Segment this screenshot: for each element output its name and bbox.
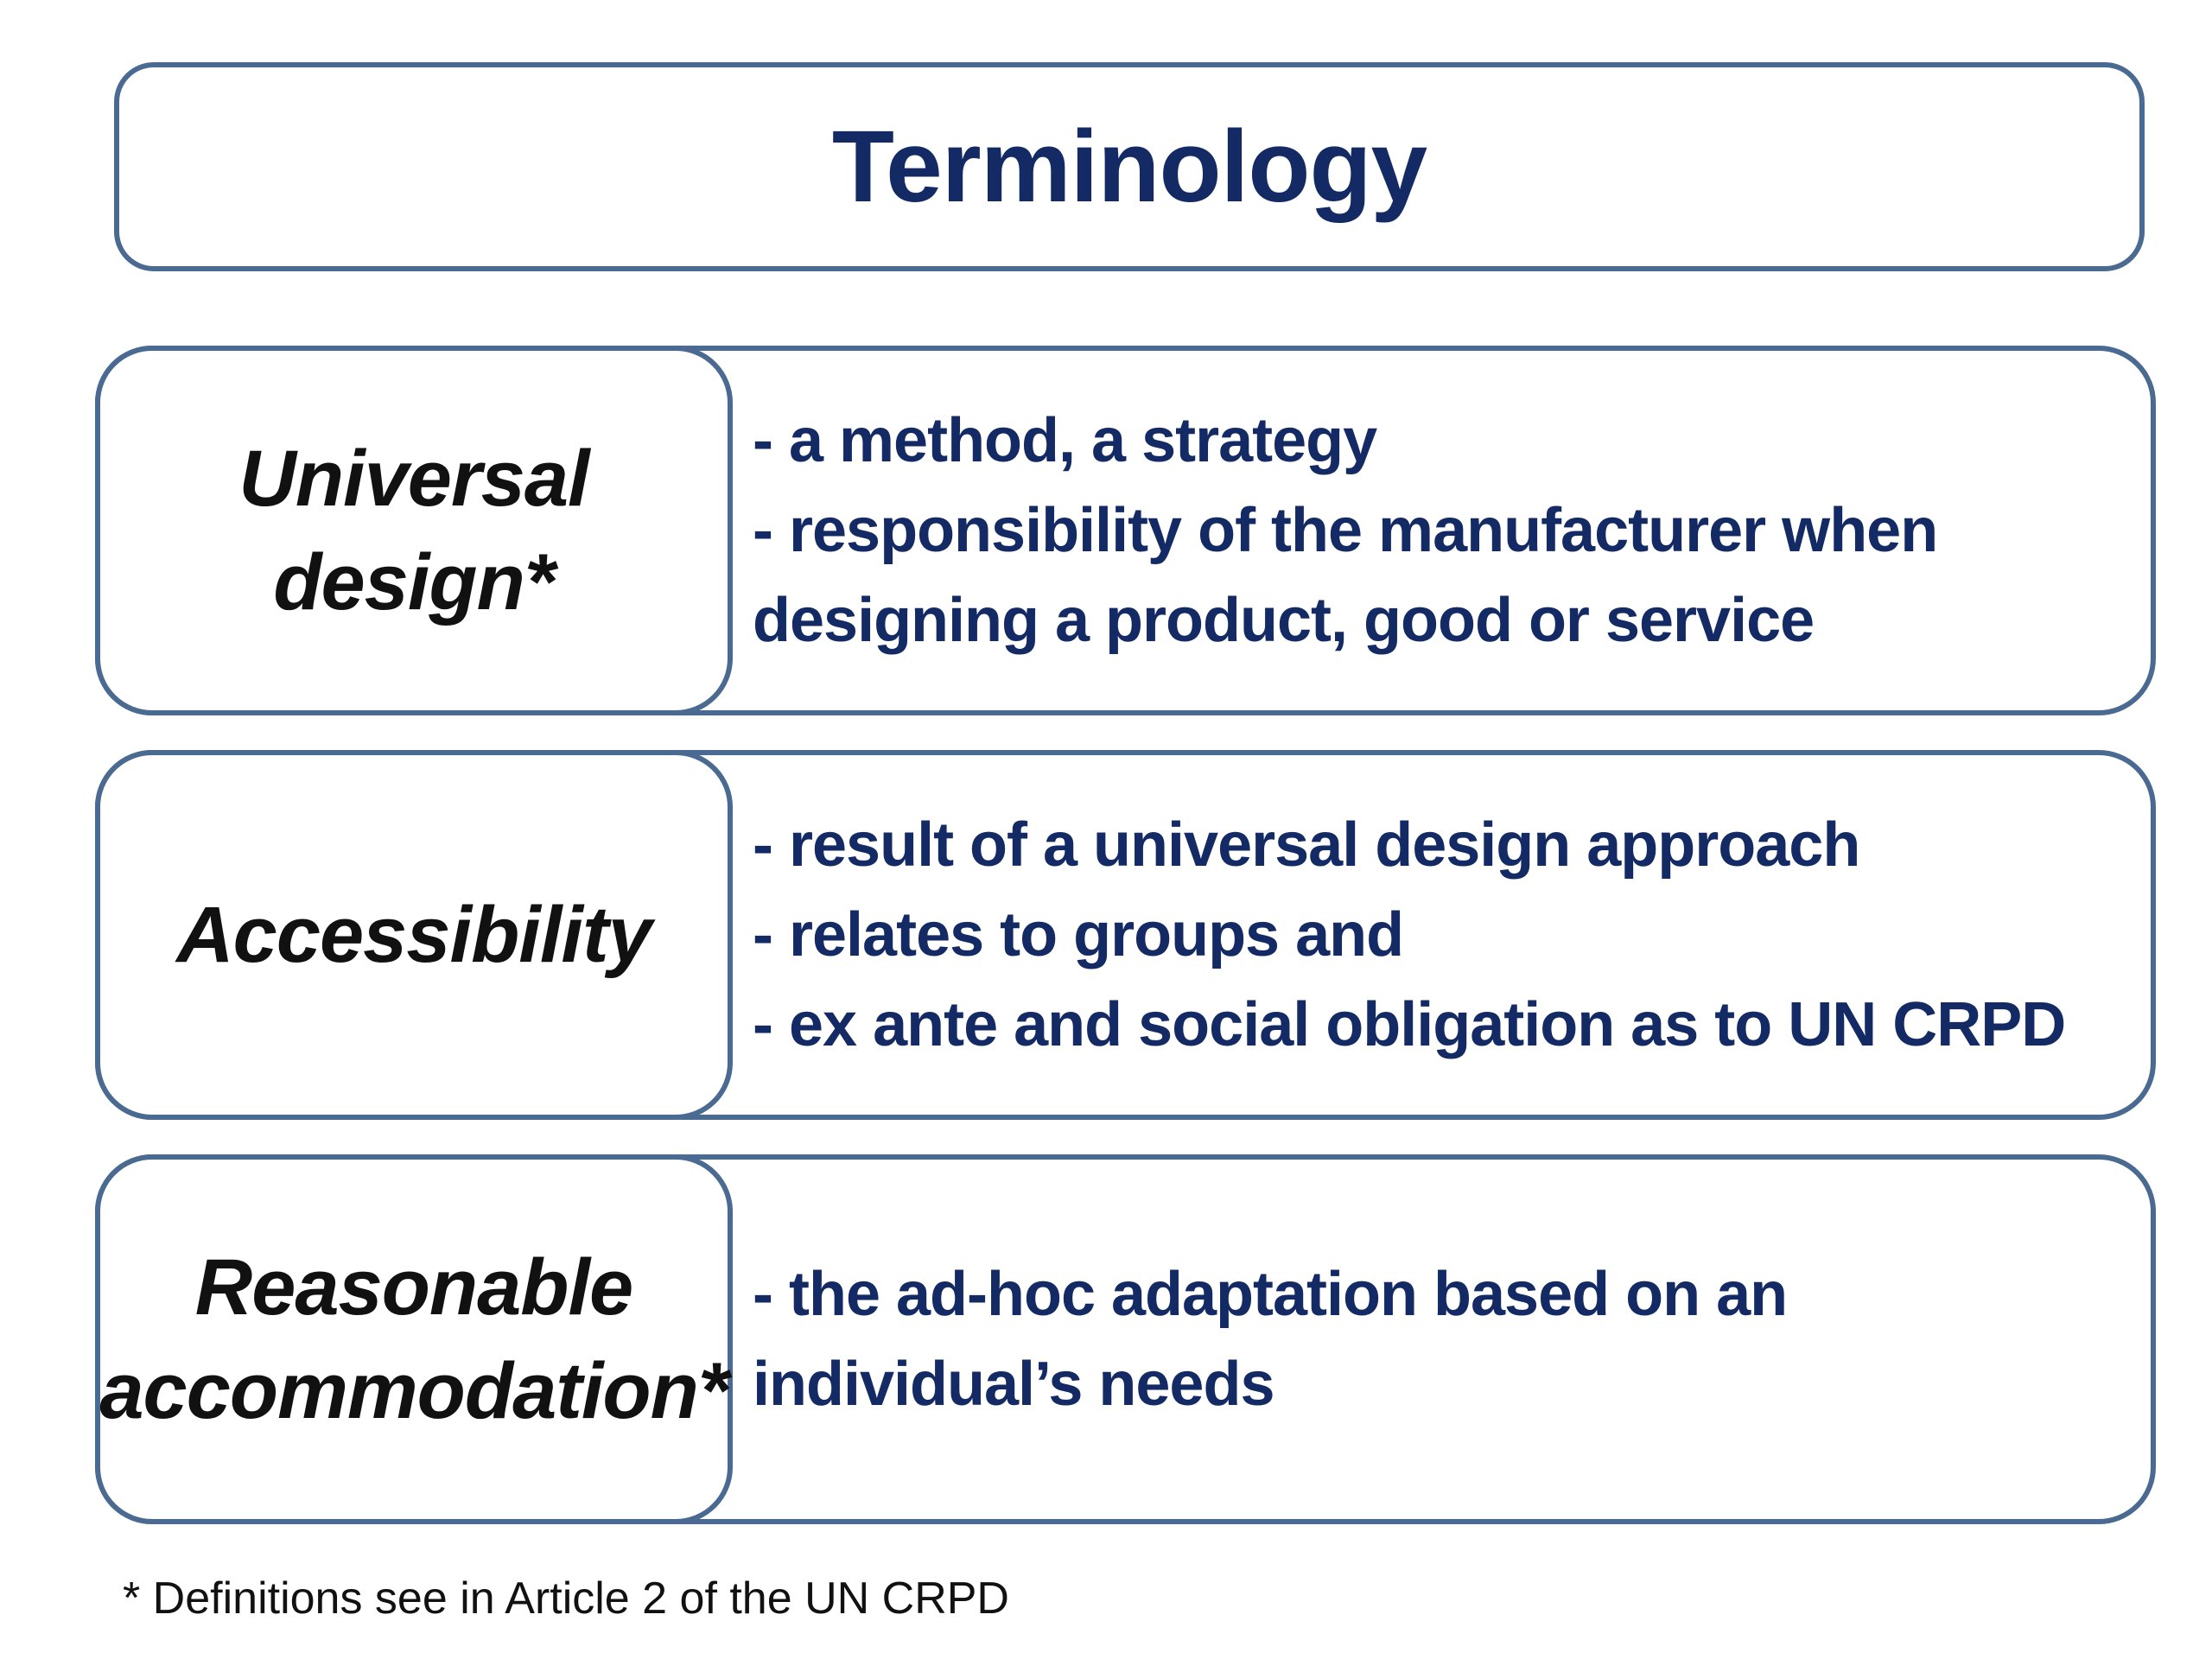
definition-area (753, 1160, 2125, 1519)
term-label-line: accommodation* (99, 1347, 728, 1435)
page-title: Terminology (831, 110, 1427, 224)
footnote: * Definitions see in Article 2 of the UN CRPD (123, 1573, 1009, 1624)
definition-area (753, 755, 2125, 1115)
term-label-line: design* (273, 538, 555, 626)
definition-line: - a method, a strategy (753, 406, 1377, 475)
definition-line: - the ad-hoc adaptation based on an (753, 1260, 1788, 1329)
term-label-line: Universal (238, 435, 589, 523)
definition-line: - result of a universal design approach (753, 810, 1860, 880)
term-label (176, 883, 652, 987)
definition-line: - relates to groups and (753, 900, 1404, 969)
definition-line: - responsibility of the manufacturer when (753, 496, 1938, 565)
term-row-reasonable-accommodation (95, 1154, 2156, 1524)
term-label (99, 1236, 728, 1443)
term-box (95, 1154, 733, 1524)
term-label (238, 427, 588, 634)
definition-line: - ex ante and social obligation as to UN CRPD (753, 990, 2066, 1059)
definition-line: individual’s needs (753, 1350, 1274, 1419)
term-label-line: Reasonable (194, 1243, 633, 1332)
definition-area (753, 351, 2125, 710)
term-box (95, 346, 733, 715)
definition-line: designing a product, good or service (753, 586, 1815, 655)
term-box (95, 750, 733, 1120)
term-label-line: Accessibility (176, 891, 652, 979)
term-row-universal-design (95, 346, 2156, 715)
term-row-accessibility (95, 750, 2156, 1120)
title-box (114, 62, 2145, 271)
